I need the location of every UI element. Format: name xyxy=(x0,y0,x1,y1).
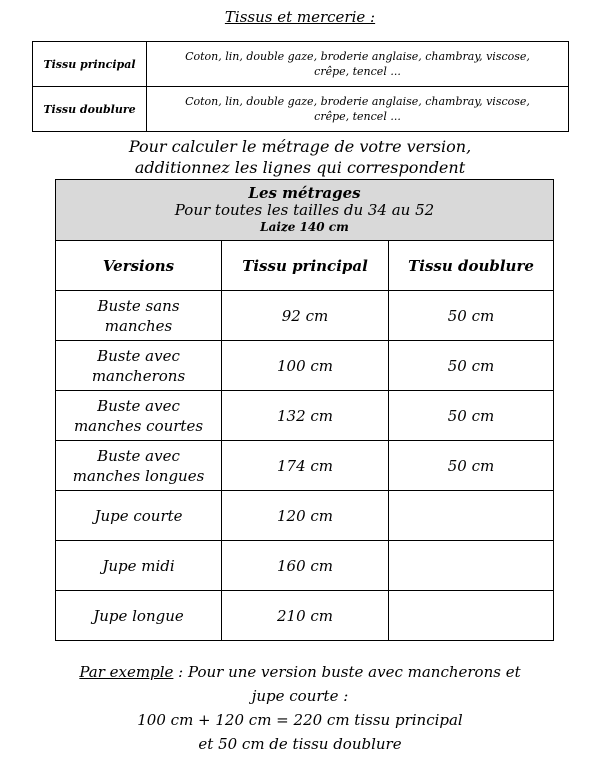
principal-cell: 100 cm xyxy=(222,341,389,391)
doublure-cell xyxy=(389,591,554,641)
version-cell: Jupe midi xyxy=(56,541,222,591)
doublure-cell xyxy=(389,491,554,541)
fabric-label: Tissu doublure xyxy=(33,87,147,132)
doublure-cell: 50 cm xyxy=(389,341,554,391)
table-heading: Les métrages xyxy=(248,183,361,202)
table-subheading: Pour toutes les tailles du 34 au 52 xyxy=(174,200,435,219)
column-header-doublure: Tissu doublure xyxy=(389,241,554,291)
table-row xyxy=(33,87,569,132)
fabric-value: Coton, lin, double gaze, broderie anglaise, chambray, viscose, crêpe, tencel ... xyxy=(147,87,569,132)
column-header-versions: Versions xyxy=(56,241,222,291)
principal-cell: 132 cm xyxy=(222,391,389,441)
metrage-table xyxy=(55,179,554,641)
principal-cell: 210 cm xyxy=(222,591,389,641)
doublure-cell xyxy=(389,541,554,591)
column-header-principal: Tissu principal xyxy=(222,241,389,291)
version-cell: Jupe longue xyxy=(56,591,222,641)
fabric-label: Tissu principal xyxy=(33,42,147,87)
principal-cell: 92 cm xyxy=(222,291,389,341)
principal-cell: 174 cm xyxy=(222,441,389,491)
table-row xyxy=(56,491,554,541)
table-row xyxy=(56,391,554,441)
principal-cell: 120 cm xyxy=(222,491,389,541)
fabric-value: Coton, lin, double gaze, broderie anglaise, chambray, viscose, crêpe, tencel ... xyxy=(147,42,569,87)
version-cell: Buste avec manches longues xyxy=(56,441,222,491)
version-cell: Buste sans manches xyxy=(56,291,222,341)
page-title: Tissus et mercerie : xyxy=(224,8,376,26)
column-headers xyxy=(56,241,554,291)
laize-label: Laize 140 cm xyxy=(260,219,349,234)
table-row xyxy=(56,591,554,641)
version-cell: Buste avec mancherons xyxy=(56,341,222,391)
table-header xyxy=(56,180,554,241)
doublure-cell: 50 cm xyxy=(389,441,554,491)
table-row xyxy=(33,42,569,87)
principal-cell: 160 cm xyxy=(222,541,389,591)
example-text: Par exemple : Pour une version buste avec mancherons et jupe courte : 100 cm + 120 cm = 220 cm tissu principal et 50 cm de tissu doublure xyxy=(79,663,521,753)
doublure-cell: 50 cm xyxy=(389,391,554,441)
example-label: Par exemple xyxy=(79,663,174,681)
fabric-table xyxy=(32,41,569,132)
table-row xyxy=(56,441,554,491)
doublure-cell: 50 cm xyxy=(389,291,554,341)
version-cell: Jupe courte xyxy=(56,491,222,541)
version-cell: Buste avec manches courtes xyxy=(56,391,222,441)
table-row xyxy=(56,341,554,391)
table-row xyxy=(56,291,554,341)
instructions: Pour calculer le métrage de votre version, additionnez les lignes qui correspondent xyxy=(128,137,472,177)
table-row xyxy=(56,541,554,591)
